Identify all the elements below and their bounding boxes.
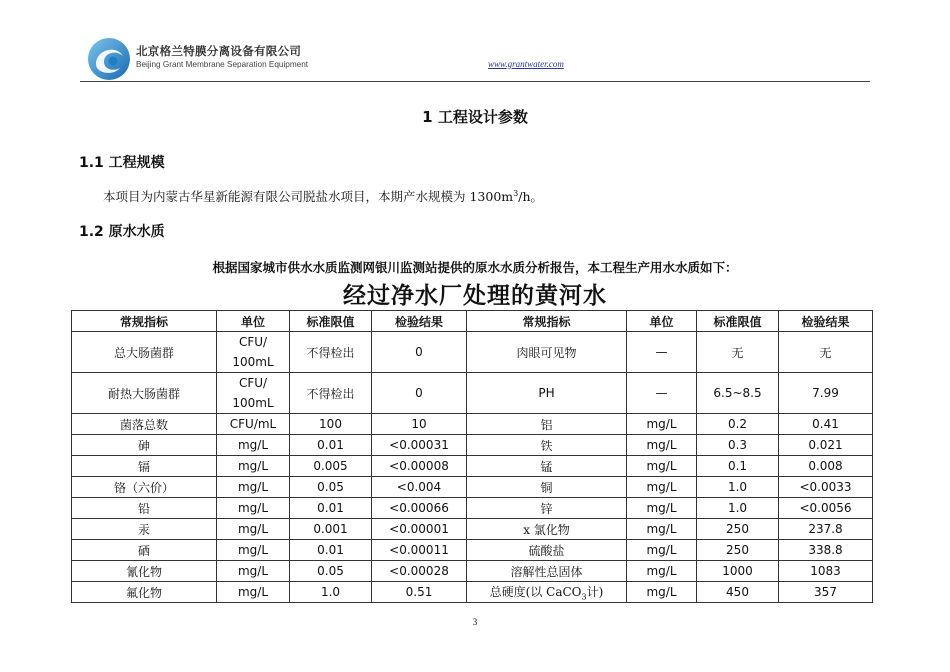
table-cell: mg/L (627, 498, 697, 519)
header-divider (80, 81, 870, 82)
table-cell: 肉眼可见物 (467, 332, 627, 373)
table-cell: 溶解性总固体 (467, 561, 627, 582)
company-name-en: Beijing Grant Membrane Separation Equipment (136, 60, 309, 69)
table-cell: 铁 (467, 435, 627, 456)
table-cell: 镉 (72, 456, 217, 477)
column-header: 常规指标 (467, 311, 627, 332)
column-header: 标准限值 (290, 311, 372, 332)
grant-swirl-logo-icon (86, 36, 132, 82)
table-row (72, 561, 873, 582)
table-cell: 0.05 (290, 477, 372, 498)
table-cell: 0 (372, 373, 467, 414)
table-cell: 不得检出 (290, 373, 372, 414)
table-cell: 450 (697, 582, 779, 603)
table-cell: 0.01 (290, 498, 372, 519)
table-cell: 铬（六价） (72, 477, 217, 498)
table-cell: 1.0 (697, 477, 779, 498)
table-row (72, 540, 873, 561)
table-cell: 耐热大肠菌群 (72, 373, 217, 414)
table-row (72, 498, 873, 519)
table-cell: mg/L (217, 456, 290, 477)
table-cell: 氟化物 (72, 582, 217, 603)
table-cell: 0.01 (290, 540, 372, 561)
section-title: 1 工程设计参数 (422, 108, 528, 126)
table-cell: 总硬度(以 CaCO$_3$计) (467, 582, 627, 603)
table-cell: 0 (372, 332, 467, 373)
table-cell: 250 (697, 519, 779, 540)
company-name-cn: 北京格兰特膜分离设备有限公司 (136, 44, 302, 58)
column-header: 单位 (217, 311, 290, 332)
table-cell: mg/L (627, 435, 697, 456)
scale-heading: 1.1 工程规模 (79, 155, 165, 171)
table-row (72, 435, 873, 456)
table-cell: mg/L (217, 498, 290, 519)
table-cell: 1.0 (290, 582, 372, 603)
table-cell: 357 (779, 582, 873, 603)
table-cell: 铜 (467, 477, 627, 498)
table-cell: mg/L (627, 519, 697, 540)
column-header: 标准限值 (697, 311, 779, 332)
table-row (72, 582, 873, 603)
table-cell: 氰化物 (72, 561, 217, 582)
quality-intro: 根据国家城市供水水质监测网银川监测站提供的原水水质分析报告，本工程生产用水水质如下： (212, 260, 738, 275)
table-cell: mg/L (217, 477, 290, 498)
table-cell: <0.0056 (779, 498, 873, 519)
table-cell: 0.001 (290, 519, 372, 540)
table-cell: 237.8 (779, 519, 873, 540)
table-cell: mg/L (217, 582, 290, 603)
table-cell: mg/L (217, 435, 290, 456)
table-cell: 硒 (72, 540, 217, 561)
table-cell: 汞 (72, 519, 217, 540)
page-header (80, 34, 870, 82)
table-cell: 7.99 (779, 373, 873, 414)
table-cell: 0.1 (697, 456, 779, 477)
table-cell: 100 (290, 414, 372, 435)
table-cell: 硫酸盐 (467, 540, 627, 561)
column-header: 检验结果 (372, 311, 467, 332)
page-number: 3 (472, 617, 478, 627)
table-cell: mg/L (627, 414, 697, 435)
table-cell: 250 (697, 540, 779, 561)
table-cell: 1083 (779, 561, 873, 582)
water-quality-table (71, 310, 873, 603)
table-cell: 铝 (467, 414, 627, 435)
table-row (72, 414, 873, 435)
table-cell: 无 (779, 332, 873, 373)
table-row (72, 477, 873, 498)
table-cell: CFU/mL (217, 414, 290, 435)
table-cell: 铅 (72, 498, 217, 519)
table-cell: <0.004 (372, 477, 467, 498)
table-cell: mg/L (627, 540, 697, 561)
table-cell: <0.00028 (372, 561, 467, 582)
scale-paragraph: 本项目为内蒙古华星新能源有限公司脱盐水项目，本期产水规模为 $1300m^3/h$。 (103, 188, 543, 204)
table-row (72, 519, 873, 540)
table-cell: 总大肠菌群 (72, 332, 217, 373)
table-cell: <0.0033 (779, 477, 873, 498)
table-cell: x 氯化物 (467, 519, 627, 540)
table-row (72, 456, 873, 477)
table-cell: 菌落总数 (72, 414, 217, 435)
column-header: 常规指标 (72, 311, 217, 332)
table-cell: 无 (697, 332, 779, 373)
table-cell: mg/L (217, 561, 290, 582)
table-cell: 0.021 (779, 435, 873, 456)
table-cell: CFU/ 100mL (217, 332, 290, 373)
table-cell: <0.00066 (372, 498, 467, 519)
table-cell: <0.00001 (372, 519, 467, 540)
table-body (72, 414, 873, 603)
table-cell: 1.0 (697, 498, 779, 519)
table-cell: 锌 (467, 498, 627, 519)
column-header: 检验结果 (779, 311, 873, 332)
column-header: 单位 (627, 311, 697, 332)
table-cell: CFU/ 100mL (217, 373, 290, 414)
table-cell: 不得检出 (290, 332, 372, 373)
table-cell: mg/L (217, 519, 290, 540)
table-cell: 1000 (697, 561, 779, 582)
table-cell: 6.5~8.5 (697, 373, 779, 414)
table-cell: <0.00031 (372, 435, 467, 456)
table-cell: — (627, 332, 697, 373)
table-cell: 0.05 (290, 561, 372, 582)
website-link[interactable]: www.grantwater.com (488, 59, 564, 69)
table-cell: 砷 (72, 435, 217, 456)
table-cell: mg/L (217, 540, 290, 561)
table-cell: mg/L (627, 456, 697, 477)
table-cell: — (627, 373, 697, 414)
table-title: 经过净水厂处理的黄河水 (343, 282, 607, 309)
table-cell: 0.008 (779, 456, 873, 477)
table-cell: 0.2 (697, 414, 779, 435)
table-cell: 0.005 (290, 456, 372, 477)
table-row (72, 332, 873, 373)
table-cell: mg/L (627, 561, 697, 582)
table-cell: 0.01 (290, 435, 372, 456)
table-cell: 锰 (467, 456, 627, 477)
table-cell: 0.51 (372, 582, 467, 603)
table-cell: 0.41 (779, 414, 873, 435)
table-cell: 0.3 (697, 435, 779, 456)
quality-heading: 1.2 原水水质 (79, 224, 165, 240)
table-cell: 338.8 (779, 540, 873, 561)
table-cell: <0.00011 (372, 540, 467, 561)
table-cell: mg/L (627, 582, 697, 603)
table-header-row (72, 311, 873, 332)
table-row (72, 373, 873, 414)
table-cell: 10 (372, 414, 467, 435)
table-cell: mg/L (627, 477, 697, 498)
table-cell: PH (467, 373, 627, 414)
table-cell: <0.00008 (372, 456, 467, 477)
